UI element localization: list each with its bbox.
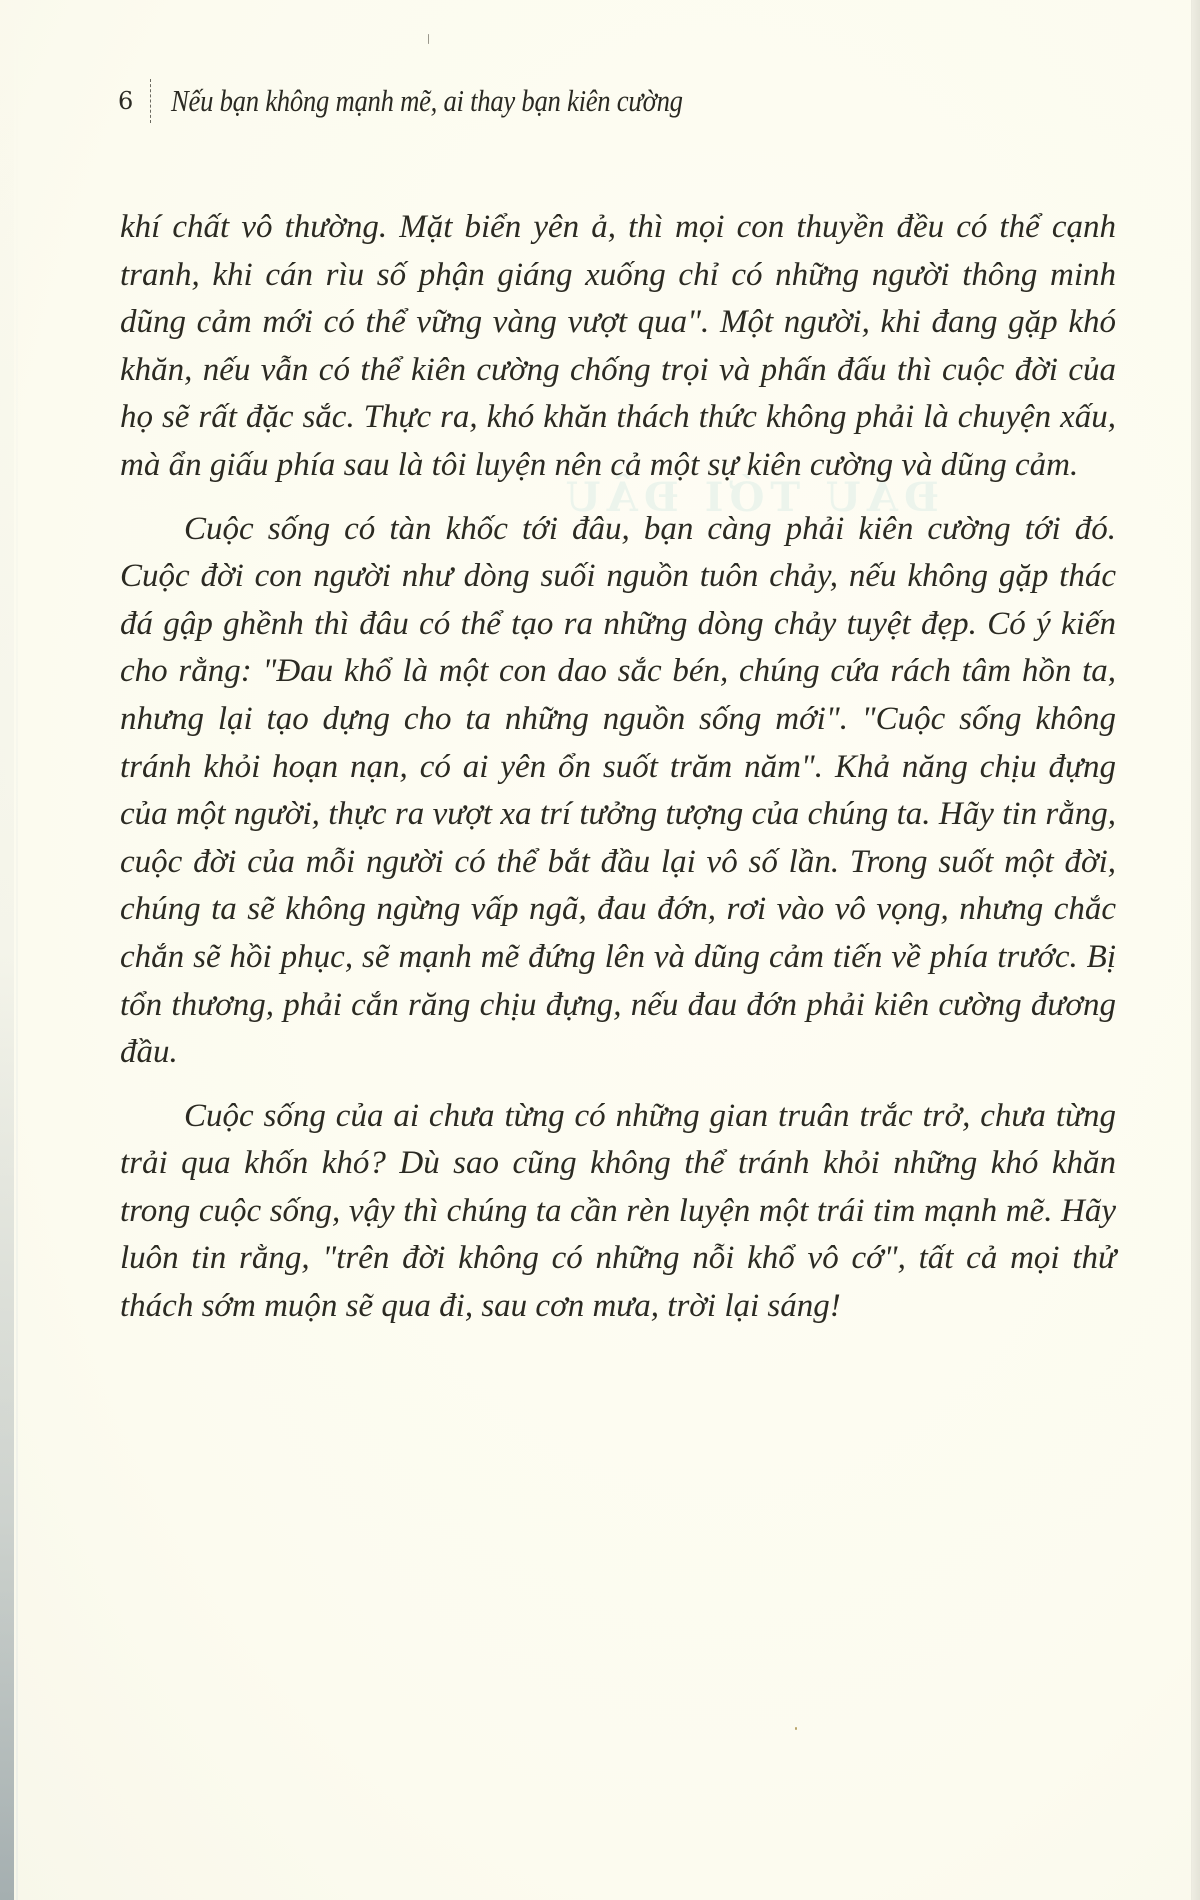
running-head xyxy=(118,78,766,124)
page-number: 6 xyxy=(118,87,134,115)
body-text xyxy=(120,204,1116,1347)
reverse-side-show-through: ĐAU TỚI ĐÂU xyxy=(560,474,939,521)
paragraph-2: Cuộc sống có tàn khốc tới đâu, bạn càng phải kiên cường tới đó. Cuộc đời con người như dòng suối nguồn tuôn chảy, nếu không gặp thác đá gập ghềnh thì đâu có thể tạo ra những dòng chảy tuyệt đẹp. Có ý kiến cho rằng: "Đau khổ là một con dao sắc bén, chúng cứa rách tâm hồn ta, nhưng lại tạo dựng cho ta những nguồn sống mới". "Cuộc sống không tránh khỏi hoạn nạn, có ai yên ổn suốt trăm năm". Khả năng chịu đựng của một người, thực ra vượt xa trí tưởng tượng của chúng ta. Hãy tin rằng, cuộc đời của mỗi người có thể bắt đầu lại vô số lần. Trong suốt một đời, chúng ta sẽ không ngừng vấp ngã, đau đớn, rơi vào vô vọng, nhưng chắc chắn sẽ hồi phục, sẽ mạnh mẽ đứng lên và dũng cảm tiến về phía trước. Bị tổn thương, phải cắn răng chịu đựng, nếu đau đớn phải kiên cường đương đầu. xyxy=(120,510,1116,1071)
paper-speck xyxy=(795,1727,797,1730)
paragraph-1: khí chất vô thường. Mặt biển yên ả, thì mọi con thuyền đều có thể cạnh tranh, khi cán rìu số phận giáng xuống chỉ có những người thông minh dũng cảm mới có thể vững vàng vượt qua". Một người, khi đang gặp khó khăn, nếu vẫn có thể kiên cường chống trọi và phấn đấu thì cuộc đời của họ sẽ rất đặc sắc. Thực ra, khó khăn thách thức không phải là chuyện xấu, mà ẩn giấu phía sau là tôi luyện nên cả một sự kiên cường và dũng cảm. xyxy=(120,209,1116,483)
header-divider xyxy=(150,79,151,123)
book-title: Nếu bạn không mạnh mẽ, ai thay bạn kiên cường xyxy=(171,83,683,118)
paragraph-3: Cuộc sống của ai chưa từng có những gian truân trắc trở, chưa từng trải qua khốn khó? Dù sao cũng không thể tránh khỏi những khó khăn trong cuộc sống, vậy thì chúng ta cần rèn luyện một trái tim mạnh mẽ. Hãy luôn tin rằng, "trên đời không có những nỗi khổ vô cớ", tất cả mọi thử thách sớm muộn sẽ qua đi, sau cơn mưa, trời lại sáng! xyxy=(120,1097,1116,1325)
page-binding-edge xyxy=(0,0,14,1900)
paper-mark xyxy=(428,34,429,44)
page-fore-edge xyxy=(1191,0,1200,1900)
